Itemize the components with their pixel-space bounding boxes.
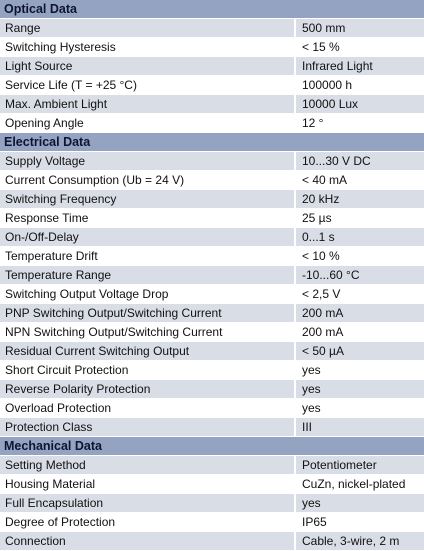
spec-value: yes (302, 363, 321, 377)
spec-label: Service Life (T = +25 °C) (0, 76, 296, 94)
section-header-optical: Optical Data (0, 0, 424, 19)
spec-label: Max. Ambient Light (0, 95, 296, 113)
spec-label: Short Circuit Protection (0, 361, 296, 379)
spec-value: 20 kHz (302, 192, 340, 206)
table-row (0, 247, 424, 266)
table-row (0, 399, 424, 418)
spec-label: Degree of Protection (0, 513, 296, 531)
table-row (0, 209, 424, 228)
spec-label: Residual Current Switching Output (0, 342, 296, 360)
table-row (0, 38, 424, 57)
spec-label: Switching Output Voltage Drop (0, 285, 296, 303)
table-row (0, 342, 424, 361)
table-row (0, 456, 424, 475)
table-row (0, 304, 424, 323)
spec-label: Response Time (0, 209, 296, 227)
spec-label: Current Consumption (Ub = 24 V) (0, 171, 296, 189)
spec-value: -10...60 °C (302, 268, 360, 282)
table-row (0, 95, 424, 114)
spec-label: Overload Protection (0, 399, 296, 417)
table-row (0, 513, 424, 532)
spec-value: 0...1 s (302, 230, 335, 244)
table-row (0, 152, 424, 171)
spec-label: Housing Material (0, 475, 296, 493)
spec-value: < 40 mA (302, 173, 348, 187)
spec-value: < 15 % (302, 40, 340, 54)
table-row (0, 475, 424, 494)
spec-label: Switching Frequency (0, 190, 296, 208)
table-row (0, 380, 424, 399)
spec-label: On-/Off-Delay (0, 228, 296, 246)
spec-label: Switching Hysteresis (0, 38, 296, 56)
table-row (0, 228, 424, 247)
spec-value: 25 µs (302, 211, 332, 225)
spec-value: Infrared Light (302, 59, 373, 73)
spec-value: 200 mA (302, 306, 344, 320)
table-row (0, 114, 424, 133)
table-row (0, 57, 424, 76)
spec-value: 100000 h (302, 78, 353, 92)
spec-label: NPN Switching Output/Switching Current (0, 323, 296, 341)
spec-value: Potentiometer (302, 458, 377, 472)
table-row (0, 361, 424, 380)
table-row (0, 285, 424, 304)
spec-label: Opening Angle (0, 114, 296, 132)
spec-label: Supply Voltage (0, 152, 296, 170)
spec-value: Cable, 3-wire, 2 m (302, 534, 400, 548)
spec-label: Connection (0, 532, 296, 550)
spec-label: Range (0, 19, 296, 37)
spec-label: Full Encapsulation (0, 494, 296, 512)
spec-value: < 10 % (302, 249, 340, 263)
spec-value: < 50 µA (302, 344, 344, 358)
section-header-electrical: Electrical Data (0, 133, 424, 152)
spec-value: yes (302, 496, 321, 510)
spec-value: IP65 (302, 515, 327, 529)
spec-value: < 2,5 V (302, 287, 341, 301)
table-row (0, 19, 424, 38)
spec-value: yes (302, 401, 321, 415)
spec-value: yes (302, 382, 321, 396)
spec-label: Protection Class (0, 418, 296, 436)
table-row (0, 418, 424, 437)
spec-label: Temperature Range (0, 266, 296, 284)
section-header-mechanical: Mechanical Data (0, 437, 424, 456)
spec-label: PNP Switching Output/Switching Current (0, 304, 296, 322)
spec-label: Setting Method (0, 456, 296, 474)
spec-value: CuZn, nickel-plated (302, 477, 406, 491)
spec-value: 500 mm (302, 21, 346, 35)
table-row (0, 323, 424, 342)
table-row (0, 76, 424, 95)
table-row (0, 190, 424, 209)
table-row (0, 532, 424, 551)
table-row (0, 494, 424, 513)
spec-value: 10...30 V DC (302, 154, 371, 168)
spec-label: Light Source (0, 57, 296, 75)
spec-label: Reverse Polarity Protection (0, 380, 296, 398)
spec-value: III (302, 420, 313, 434)
spec-value: 12 ° (302, 116, 324, 130)
table-row (0, 171, 424, 190)
spec-value: 200 mA (302, 325, 344, 339)
table-row (0, 266, 424, 285)
spec-label: Temperature Drift (0, 247, 296, 265)
spec-value: 10000 Lux (302, 97, 359, 111)
